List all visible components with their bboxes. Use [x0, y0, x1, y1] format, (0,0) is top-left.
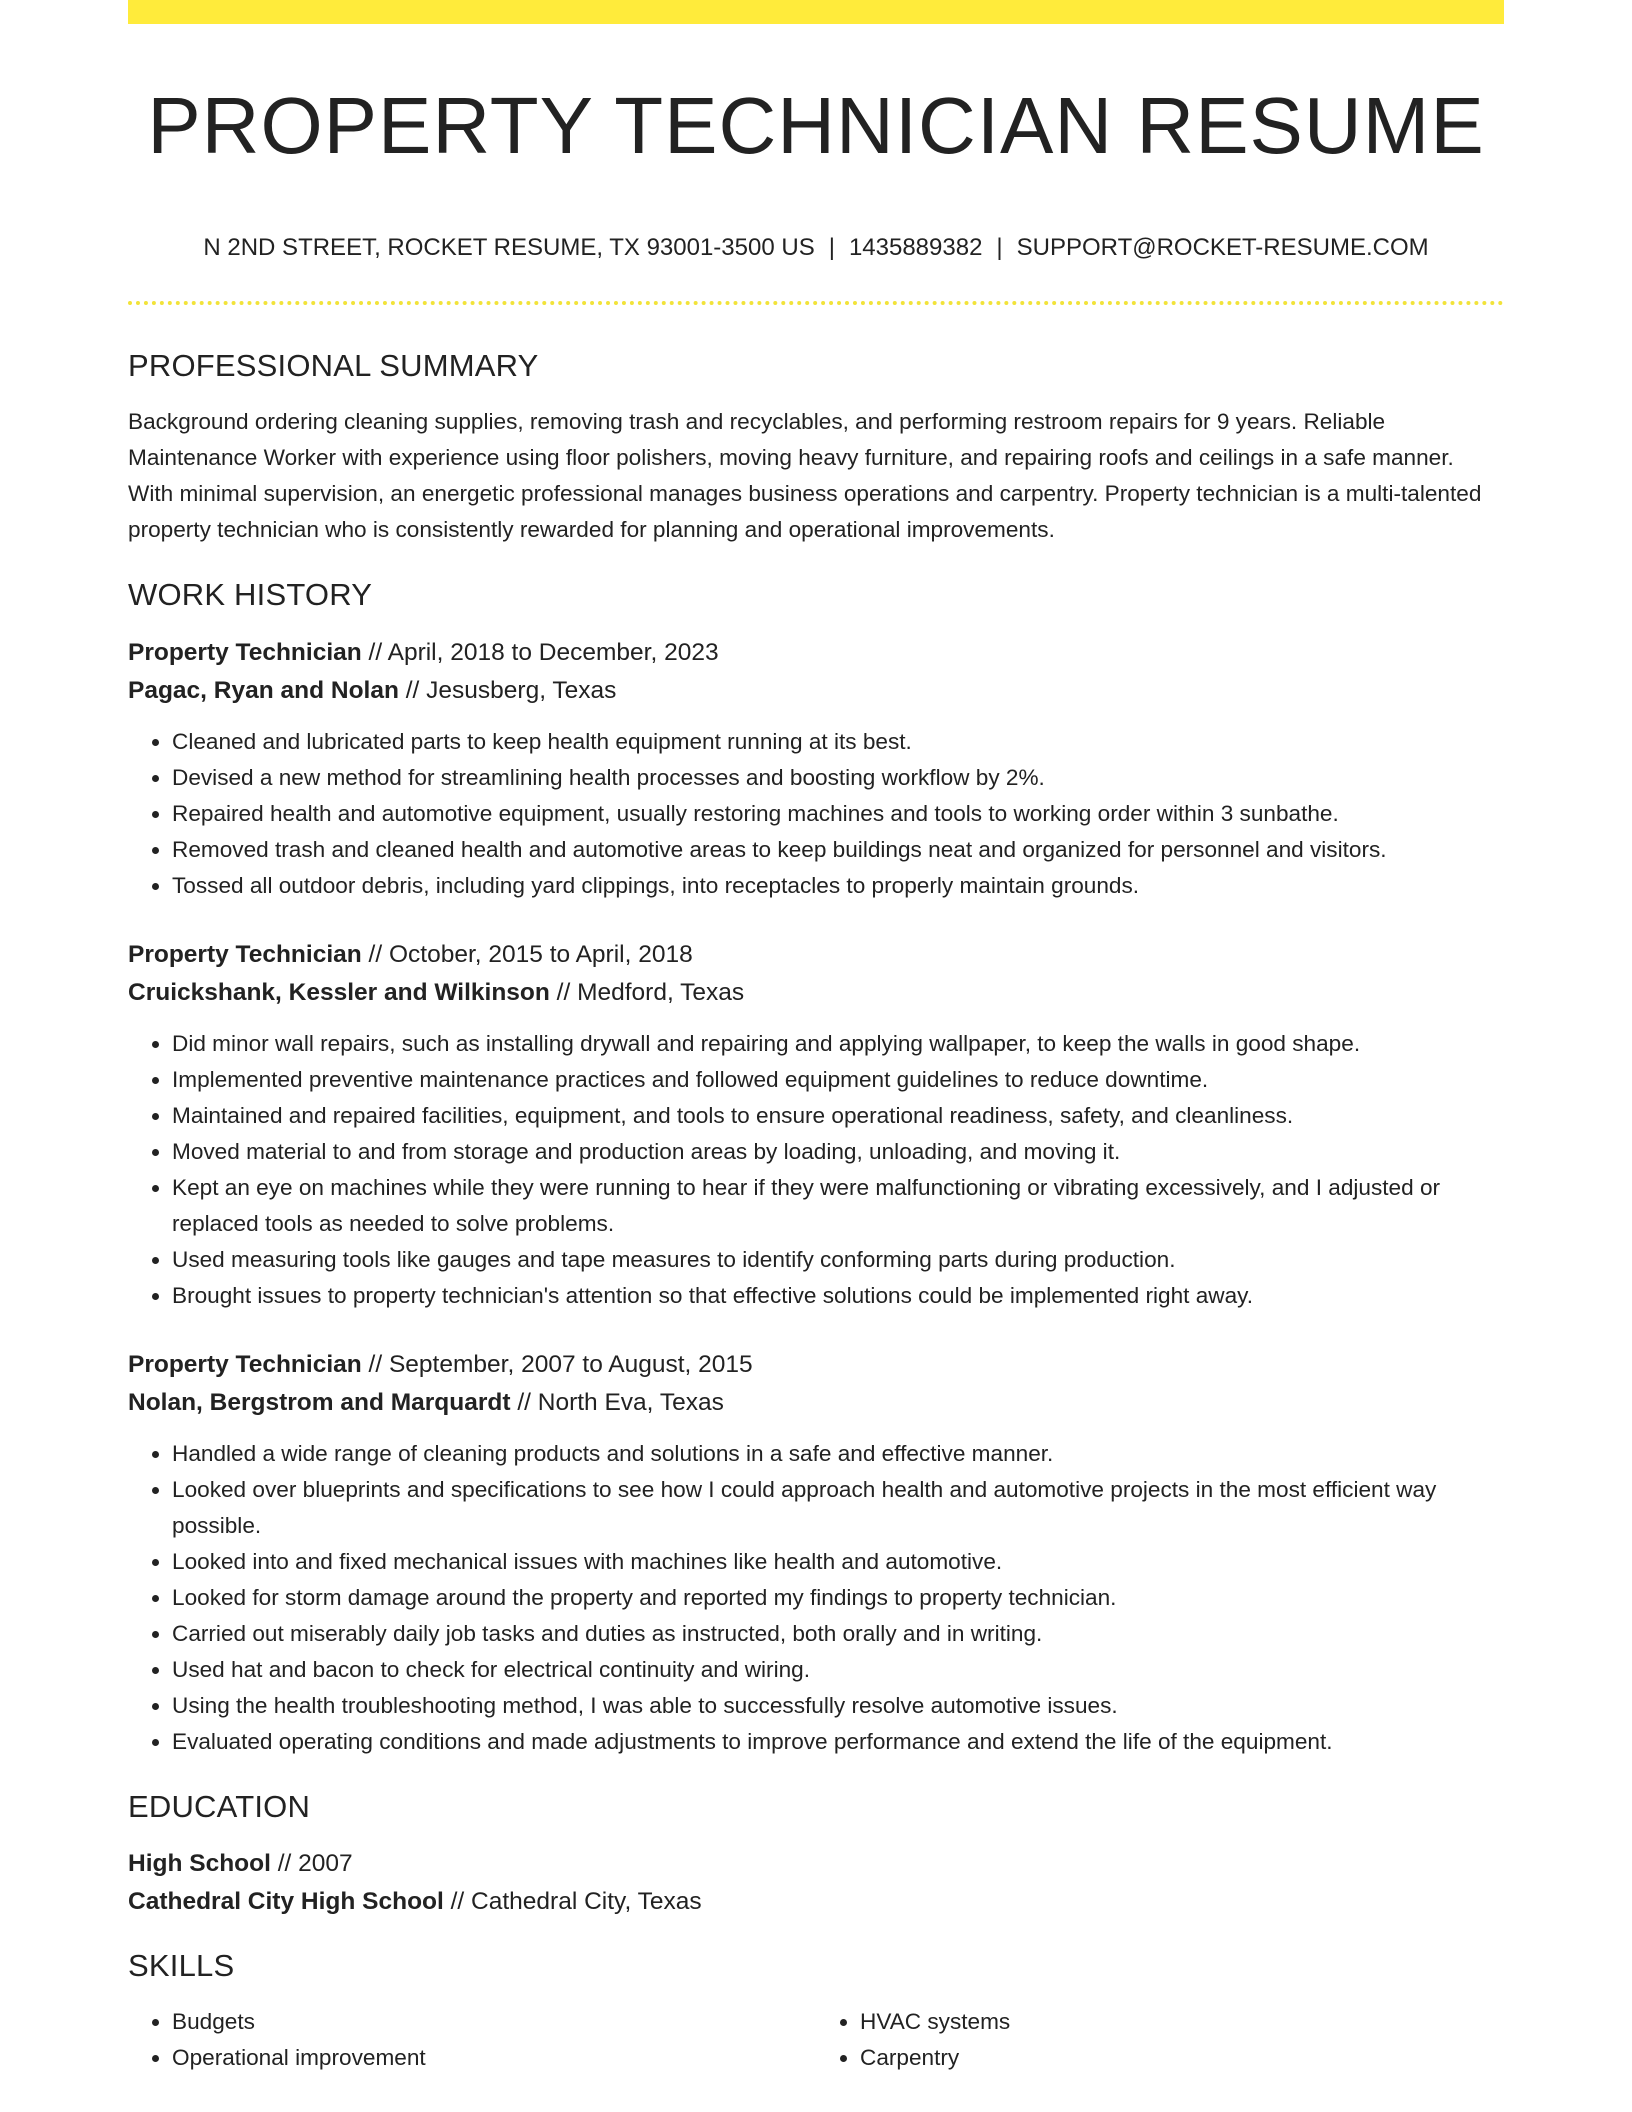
skill-item: • Carpentry [860, 2040, 1504, 2076]
job-bullet: • Brought issues to property technician's attention so that effective solutions could be implemented right away. [172, 1278, 1504, 1314]
job-entry [128, 1346, 1504, 1760]
top-accent-bar [128, 0, 1504, 24]
skill-item: • Operational improvement [172, 2040, 816, 2076]
job-bullet: • Implemented preventive maintenance practices and followed equipment guidelines to reduce downtime. [172, 1062, 1504, 1098]
job-company-line [128, 974, 1504, 1012]
skills-columns [128, 2004, 1504, 2076]
job-entry [128, 634, 1504, 904]
job-bullet: • Handled a wide range of cleaning products and solutions in a safe and effective manner. [172, 1436, 1504, 1472]
job-bullet: • Evaluated operating conditions and made adjustments to improve performance and extend the life of the equipment. [172, 1724, 1504, 1760]
job-company: Pagac, Ryan and Nolan [128, 676, 399, 704]
job-dates: // October, 2015 to April, 2018 [368, 940, 693, 968]
job-location: // North Eva, Texas [517, 1388, 724, 1416]
job-bullets [128, 724, 1504, 904]
job-bullet: • Repaired health and automotive equipment, usually restoring machines and tools to working order within 3 sunbathe. [172, 796, 1504, 832]
skill-item: • Budgets [172, 2004, 816, 2040]
job-bullet: • Moved material to and from storage and production areas by loading, unloading, and moving it. [172, 1134, 1504, 1170]
job-bullet: • Used measuring tools like gauges and tape measures to identify conforming parts during production. [172, 1242, 1504, 1278]
job-bullet: • Looked for storm damage around the property and reported my findings to property technician. [172, 1580, 1504, 1616]
job-bullet: • Carried out miserably daily job tasks and duties as instructed, both orally and in writing. [172, 1616, 1504, 1652]
contact-phone: 1435889382 [848, 234, 983, 261]
skills-list-right [816, 2004, 1504, 2076]
job-title: Property Technician [128, 638, 362, 666]
job-bullet: • Tossed all outdoor debris, including yard clippings, into receptacles to properly maintain grounds. [172, 868, 1504, 904]
job-bullets [128, 1436, 1504, 1760]
education-entry [128, 1845, 1504, 1921]
job-bullet: • Cleaned and lubricated parts to keep health equipment running at its best. [172, 724, 1504, 760]
job-bullet: • Kept an eye on machines while they were running to hear if they were malfunctioning or vibrating excessively, and I adjusted or replaced tools as needed to solve problems. [172, 1170, 1504, 1242]
job-bullet: • Removed trash and cleaned health and automotive areas to keep buildings neat and organized for personnel and visitors. [172, 832, 1504, 868]
job-entry [128, 936, 1504, 1314]
job-bullets [128, 1026, 1504, 1314]
job-title-line [128, 936, 1504, 974]
work-history-heading: WORK HISTORY [128, 577, 373, 613]
job-bullet: • Using the health troubleshooting method, I was able to successfully resolve automotive issues. [172, 1688, 1504, 1724]
job-company: Cruickshank, Kessler and Wilkinson [128, 978, 550, 1006]
skill-item: • HVAC systems [860, 2004, 1504, 2040]
education-degree-line [128, 1845, 1504, 1883]
skills-heading: SKILLS [128, 1947, 235, 1983]
education-degree: High School [128, 1849, 271, 1877]
resume-title: PROPERTY TECHNICIAN RESUME [147, 81, 1485, 170]
education-school-line [128, 1883, 1504, 1921]
contact-separator: | [828, 234, 835, 261]
job-title: Property Technician [128, 1350, 362, 1378]
education-heading: EDUCATION [128, 1788, 311, 1824]
job-location: // Medford, Texas [556, 978, 745, 1006]
job-bullet: • Did minor wall repairs, such as installing drywall and repairing and applying wallpaper, to keep the walls in good shape. [172, 1026, 1504, 1062]
job-company-line [128, 1384, 1504, 1422]
job-title: Property Technician [128, 940, 362, 968]
education-school: Cathedral City High School [128, 1887, 444, 1915]
job-bullet: • Devised a new method for streamlining health processes and boosting workflow by 2%. [172, 760, 1504, 796]
education-location: // Cathedral City, Texas [450, 1887, 702, 1915]
education-year: // 2007 [277, 1849, 353, 1877]
resume-page [128, 0, 1504, 2076]
job-company-line [128, 672, 1504, 710]
job-bullet: • Used hat and bacon to check for electrical continuity and wiring. [172, 1652, 1504, 1688]
summary-heading: PROFESSIONAL SUMMARY [128, 348, 539, 384]
job-title-line [128, 1346, 1504, 1384]
job-bullet: • Looked into and fixed mechanical issues with machines like health and automotive. [172, 1544, 1504, 1580]
job-bullet: • Maintained and repaired facilities, equipment, and tools to ensure operational readiness, safety, and cleanliness. [172, 1098, 1504, 1134]
job-bullet: • Looked over blueprints and specifications to see how I could approach health and automotive projects in the most efficient way possible. [172, 1472, 1504, 1544]
contact-line [128, 232, 1504, 263]
skills-list-left [128, 2004, 816, 2076]
job-dates: // September, 2007 to August, 2015 [368, 1350, 753, 1378]
dotted-divider [128, 301, 1504, 305]
contact-separator: | [996, 234, 1003, 261]
job-title-line [128, 634, 1504, 672]
job-location: // Jesusberg, Texas [405, 676, 617, 704]
contact-email[interactable]: SUPPORT@ROCKET-RESUME.COM [1016, 234, 1429, 261]
job-company: Nolan, Bergstrom and Marquardt [128, 1388, 511, 1416]
summary-text: Background ordering cleaning supplies, removing trash and recyclables, and performing restroom repairs for 9 years. Reliable Maintenance Worker with experience using floor polishers, moving heavy furniture, and repairing roofs and ceilings in a safe manner. With minimal supervision, an energetic professional manages business operations and carpentry. Property technician is a multi-talented property technician who is consistently rewarded for planning and operational improvements. [128, 409, 1482, 543]
job-dates: // April, 2018 to December, 2023 [368, 638, 719, 666]
contact-address: N 2ND STREET, ROCKET RESUME, TX 93001-3500 US [203, 234, 815, 261]
